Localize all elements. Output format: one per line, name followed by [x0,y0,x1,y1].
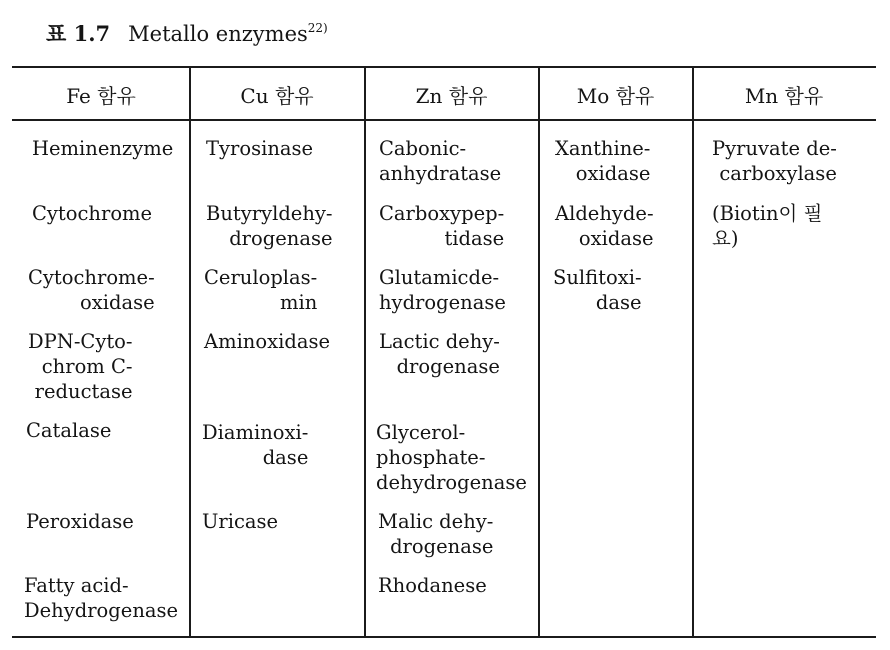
cell-zn-malic-dehydrogenase: Malic dehy- drogenase [378,510,494,558]
cell-mo-xanthine-oxidase: Xanthine- oxidase [555,137,651,185]
cell-fe-heminenzyme: Heminenzyme [32,137,174,160]
cell-zn-carboxypeptidase: Carboxypep- tidase [379,202,505,250]
header-zn: Zn 함유 [415,83,488,108]
cell-mn-pyruvate-decarboxylase: Pyruvate de- carboxylase [712,137,837,185]
cell-mo-sulfitoxidase: Sulfitoxi- dase [553,266,642,314]
cell-mo-aldehyde-oxidase: Aldehyde- oxidase [555,202,654,250]
cell-fe-catalase: Catalase [26,419,112,442]
cell-zn-glycerol-phosphate-dehydrogenase: Glycerol- phosphate- dehydrogenase [376,421,527,494]
reference-superscript: 22) [307,21,328,35]
top-rule [12,66,876,68]
header-rule [12,119,876,121]
cell-cu-butyryldehydrogenase: Butyryldehy- drogenase [206,202,333,250]
column-divider [692,68,694,636]
cell-cu-diaminoxidase: Diaminoxi- dase [202,421,309,469]
bottom-rule [12,636,876,638]
table-number: 표 1.7 [46,21,111,46]
cell-fe-cytochrome: Cytochrome [32,202,153,225]
cell-fe-fatty-acid-dehydrogenase: Fatty acid- Dehydrogenase [24,574,179,622]
header-cu: Cu 함유 [240,83,314,108]
table-caption [46,20,328,48]
cell-cu-tyrosinase: Tyrosinase [206,137,314,160]
cell-zn-carbonic-anhydratase: Cabonic- anhydratase [379,137,502,185]
cell-zn-rhodanese: Rhodanese [378,574,487,597]
column-divider [538,68,540,636]
cell-zn-lactic-dehydrogenase: Lactic dehy- drogenase [379,330,500,378]
header-mo: Mo 함유 [576,83,655,108]
cell-fe-cytochrome-oxidase: Cytochrome- oxidase [28,266,155,314]
header-mn: Mn 함유 [744,83,824,108]
cell-cu-ceruloplasmin: Ceruloplas- min [204,266,318,314]
cell-fe-peroxidase: Peroxidase [26,510,134,533]
table-title: Metallo enzymes [128,22,308,46]
cell-cu-uricase: Uricase [202,510,279,533]
cell-fe-dpn-cytochrom-c-reductase: DPN-Cyto- chrom C- reductase [28,330,133,403]
cell-mn-biotin-note: (Biotin이 필 요) [712,202,823,250]
column-divider [364,68,366,636]
header-fe: Fe 함유 [66,83,136,108]
column-divider [189,68,191,636]
cell-cu-aminoxidase: Aminoxidase [204,330,330,353]
cell-zn-glutamic-dehydrogenase: Glutamicde- hydrogenase [379,266,506,314]
